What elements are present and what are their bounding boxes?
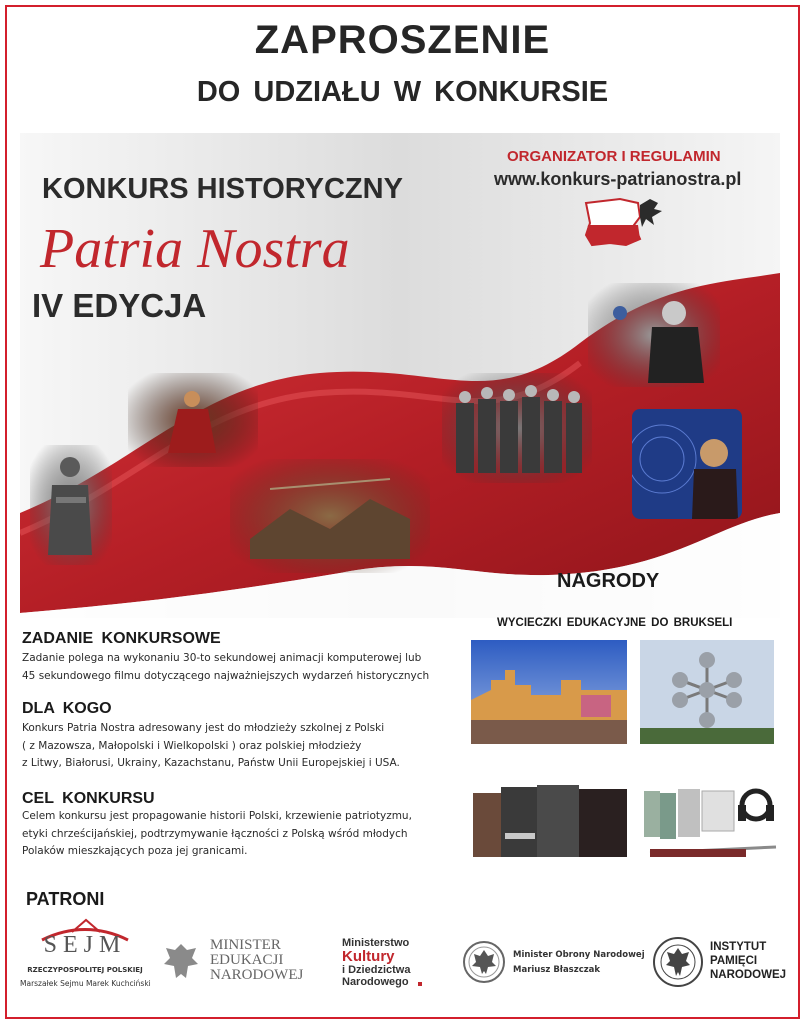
photo-military-officers xyxy=(442,373,592,483)
mon-emblem-icon xyxy=(462,940,506,984)
section-text-task xyxy=(22,650,452,685)
section-heading-goal: CEL KONKURSU xyxy=(22,790,155,807)
ipn-emblem-icon xyxy=(652,936,704,988)
mkidn-line4: Narodowego xyxy=(342,976,409,988)
text-line: Konkurs Patria Nostra adresowany jest do młodzieży szkolnej z Polski xyxy=(22,722,385,734)
photo-female-scientist xyxy=(588,283,720,387)
text-line: ( z Mazowsza, Małopolski i Wielkopolski ) oraz polskiej młodzieży xyxy=(22,739,362,752)
ipn-line1: INSTYTUT xyxy=(710,941,767,953)
subtitle-participation: DO UDZIAŁU W KONKURSIE xyxy=(196,76,609,108)
text-line: 45 sekundowego filmu dotyczącego najważniejszych wydarzeń historycznych xyxy=(22,669,430,682)
photo-prize-books xyxy=(471,783,629,859)
contest-name: Patria Nostra xyxy=(40,218,350,280)
red-dot-icon xyxy=(418,982,422,986)
sejm-name: SEJM xyxy=(43,932,127,958)
ipn-line2: PAMIĘCI xyxy=(710,955,758,967)
patron-mon-logo xyxy=(462,938,645,988)
mkidn-line3: i Dziedzictwa xyxy=(342,964,411,976)
prize-brussels-trip: WYCIECZKI EDUKACYJNE DO BRUKSELI xyxy=(497,617,733,629)
mkidn-line2: Kultury xyxy=(342,948,395,965)
photo-seated-king xyxy=(128,373,258,467)
text-line: Polaków mieszkających poza jej granicami. xyxy=(22,845,248,857)
prizes-heading: NAGRODY xyxy=(557,570,660,592)
photo-brussels-atomium xyxy=(640,640,774,744)
text-line: Celem konkursu jest propagowanie historii Polski, krzewienie patriotyzmu, xyxy=(22,810,412,822)
contest-title: KONKURS HISTORYCZNY xyxy=(42,173,403,205)
text-line: Zadanie polega na wykonaniu 30-to sekundowej animacji komputerowej lub xyxy=(22,652,422,664)
mon-line2: Mariusz Błaszczak xyxy=(513,965,601,975)
patron-sejm-logo xyxy=(20,918,150,998)
photo-medieval-king xyxy=(30,445,112,565)
men-line3: NARODOWEJ xyxy=(210,967,304,983)
patron-men-logo xyxy=(162,938,312,988)
sejm-line1: RZECZYPOSPOLITEJ POLSKIEJ xyxy=(27,966,143,974)
section-heading-task: ZADANIE KONKURSOWE xyxy=(22,630,221,647)
text-line: etyki chrześcijańskiej, podtrzymywanie łączności z Polską wśród młodych xyxy=(22,827,408,840)
patrons-heading: PATRONI xyxy=(26,889,105,909)
section-text-goal xyxy=(22,808,452,861)
contest-edition: IV EDYCJA xyxy=(32,287,207,324)
text-line: z Litwy, Białorusi, Ukrainy, Kazachstanu, Państw Unii Europejskiej i USA. xyxy=(22,757,400,769)
poland-map-eagle-logo xyxy=(580,195,664,251)
section-text-audience xyxy=(22,720,452,773)
mkidn-line1: Ministerstwo xyxy=(342,937,410,949)
photo-brussels-grand-place xyxy=(471,640,627,744)
men-line2: EDUKACJI xyxy=(210,952,284,968)
contest-banner xyxy=(20,133,780,618)
title-invitation: ZAPROSZENIE xyxy=(254,18,551,62)
eagle-emblem-icon xyxy=(162,940,200,984)
organizer-url[interactable]: www.konkurs-patrianostra.pl xyxy=(494,169,742,189)
organizer-label: ORGANIZATOR I REGULAMIN xyxy=(507,148,721,165)
patron-mkidn-logo xyxy=(342,937,432,989)
section-heading-audience: DLA KOGO xyxy=(22,700,112,717)
photo-prize-electronics xyxy=(640,783,780,863)
mon-line1: Minister Obrony Narodowej xyxy=(513,950,645,960)
ipn-line3: NARODOWEJ xyxy=(710,969,787,981)
sejm-line2: Marszałek Sejmu Marek Kuchciński xyxy=(20,979,151,988)
photo-copernicus xyxy=(632,409,742,519)
patron-ipn-logo xyxy=(652,934,792,990)
photo-battle-painting xyxy=(230,459,430,573)
men-line1: MINISTER xyxy=(210,937,281,953)
